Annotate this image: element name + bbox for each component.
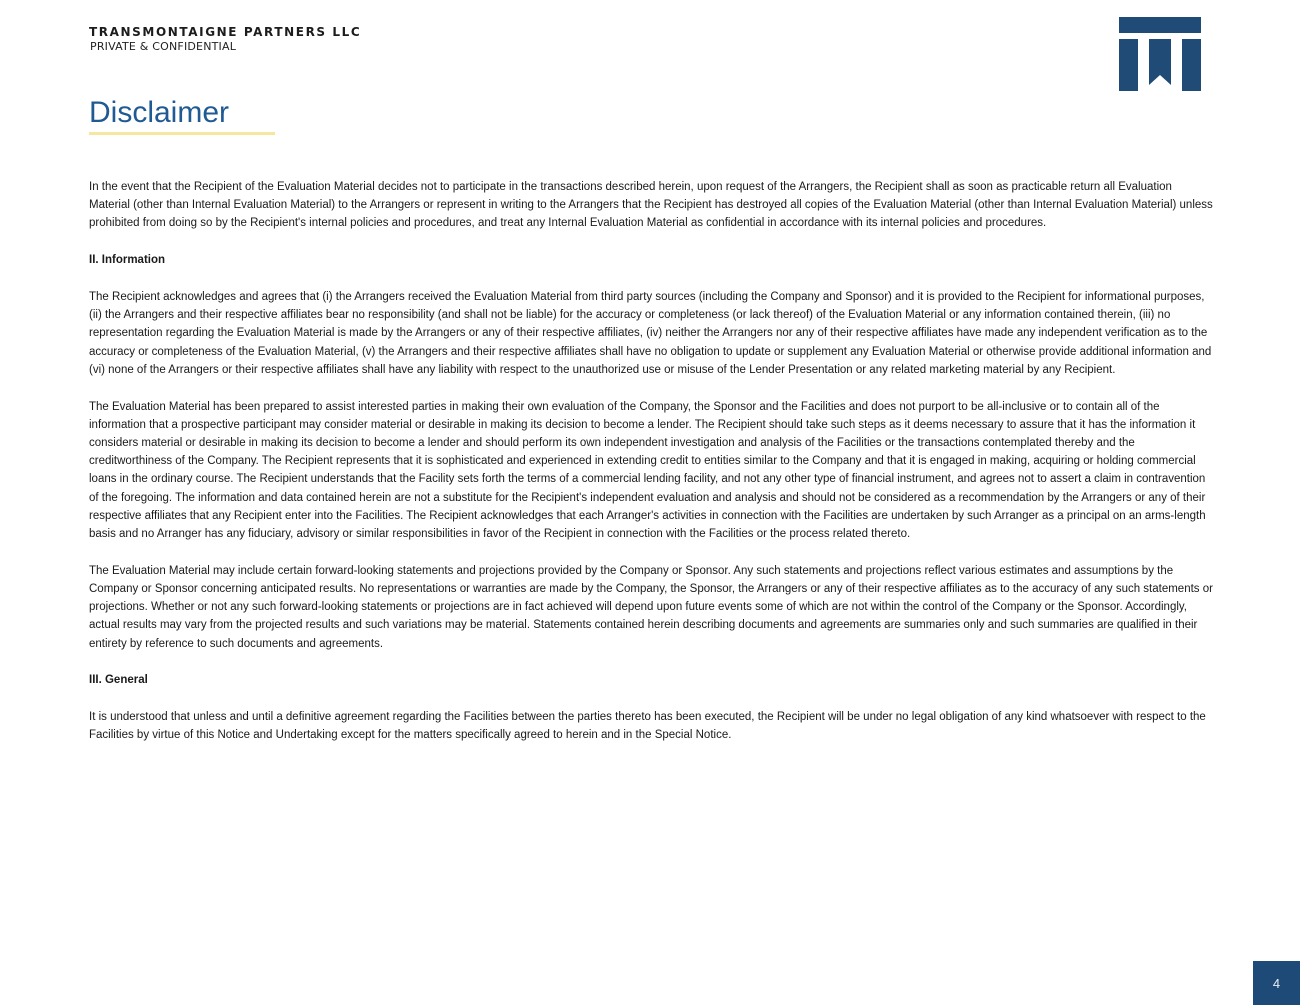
paragraph-general: It is understood that unless and until a definitive agreement regarding the Facilities between the parties thereto has been executed, the Recipient will be under no legal obligation of any kind whatsoever with respect to the Facilities by virtue of this Notice and Undertaking except for the matters specifically agreed to herein and in the Special Notice. (89, 711, 1206, 742)
section-heading-general: III. General (89, 674, 148, 687)
paragraph-evaluation-material: The Evaluation Material has been prepared to assist interested parties in making their own evaluation of the Company, the Sponsor and the Facilities and does not purport to be all-inclusive or to contain all of the information that a prospective participant may consider material or desirable in making its decision to become a lender. The Recipient should take such steps as it deems necessary to assure that it has the information it considers material or desirable in making its decision to become a lender and should perform its own independent investigation and analysis of the Facilities or the transactions contemplated thereby and the creditworthiness of the Company. The Recipient represents that it is sophisticated and experienced in extending credit to entities similar to the Company and that it is engaged in making, acquiring or holding commercial loans in the ordinary course. The Recipient understands that the Facility sets forth the terms of a commercial lending facility, and not any other type of financial instrument, and agrees not to assert a claim in contravention of the foregoing. The information and data contained herein are not a substitute for the Recipient's independent evaluation and analysis and should not be considered as a recommendation by the Arrangers or any of their respective affiliates that any Recipient enter into the Facilities. The Recipient acknowledges that each Arranger's activities in connection with the Facilities are undertaken by such Arranger as a principal on an arms-length basis and no Arranger has any fiduciary, advisory or similar responsibilities in favor of the Recipient in connection with the Facilities or the process related thereto. (89, 400, 1206, 541)
paragraph-acknowledgements: The Recipient acknowledges and agrees that (i) the Arrangers received the Evaluation Material from third party sources (including the Company and Sponsor) and it is provided to the Recipient for informational purposes, (ii) the Arrangers and their respective affiliates bear no responsibility (and shall not be liable) for the accuracy or completeness (or lack thereof) of the Evaluation Material or any information contained therein, (iii) no representation regarding the Evaluation Material is made by the Arrangers or any of their respective affiliates, (iv) neither the Arrangers nor any of their respective affiliates have made any independent verification as to the accuracy or completeness of the Evaluation Material, (v) the Arrangers and their respective affiliates shall have no obligation to update or supplement any Evaluation Material or otherwise provide additional information and (vi) none of the Arrangers or their respective affiliates shall have any liability with respect to the unauthorized use or misuse of the Lender Presentation or any related marketing material by any Recipient. (89, 291, 1212, 376)
paragraph-forward-looking: The Evaluation Material may include certain forward-looking statements and projections provided by the Company or Sponsor. Any such statements and projections reflect various estimates and assumptions by the Company or Sponsor concerning anticipated results. No representations or warranties are made by the Company, the Sponsor, the Arrangers or any of their respective affiliates as to the accuracy of any such statements or projections. Whether or not any such forward-looking statements or projections are in fact achieved will depend upon future events some of which are not within the control of the Company or the Sponsor. Accordingly, actual results may vary from the projected results and such variations may be material. Statements contained herein describing documents and agreements are summaries only and such summaries are qualified in their entirety by reference to such documents and agreements. (89, 564, 1213, 650)
confidential-label: PRIVATE & CONFIDENTIAL (90, 40, 237, 53)
paragraph-return-material: In the event that the Recipient of the Evaluation Material decides not to participate in the transactions described herein, upon request of the Arrangers, the Recipient shall as soon as practicable return all Evaluation Material (other than Internal Evaluation Material) to the Arrangers or represent in writing to the Arrangers that the Recipient has destroyed all copies of the Evaluation Material (other than Internal Evaluation Material) unless prohibited from doing so by the Recipient's internal policies and procedures, and treat any Internal Evaluation Material as confidential in accordance with its internal policies and procedures. (89, 181, 1213, 230)
page-number-badge: 4 (1253, 961, 1300, 1005)
section-heading-information: II. Information (89, 254, 166, 267)
tm-logo-icon (1119, 17, 1201, 91)
page-header (89, 24, 361, 54)
company-name: TRANSMONTAIGNE PARTNERS LLC (89, 25, 362, 39)
page-title: Disclaimer (89, 96, 230, 129)
title-underline (89, 132, 275, 135)
disclaimer-body (89, 178, 1213, 763)
